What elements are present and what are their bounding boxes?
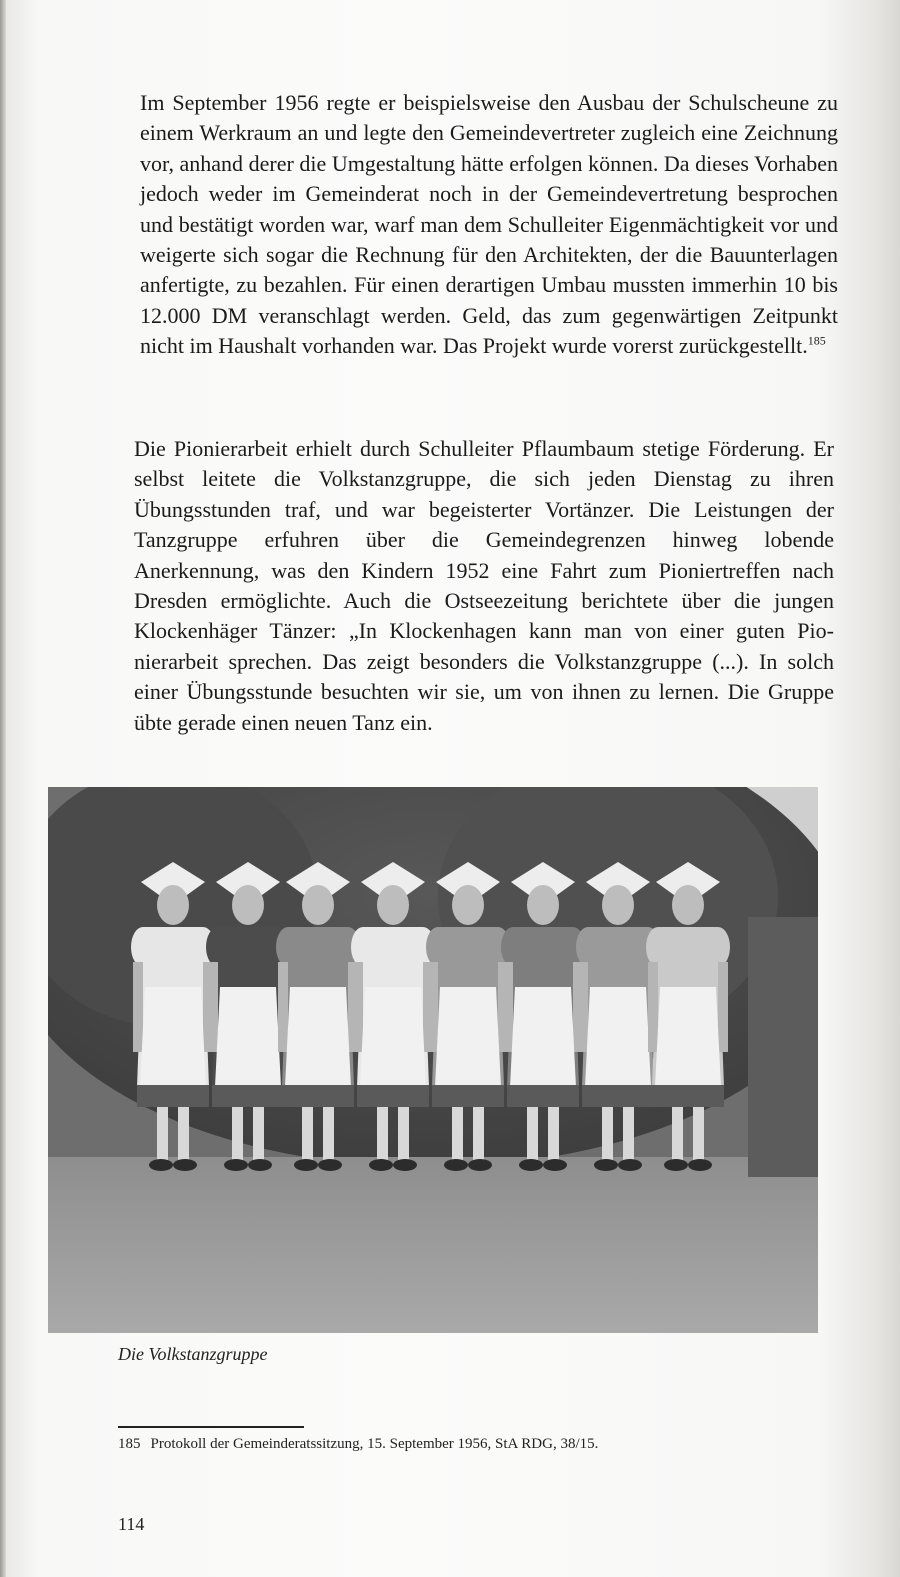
footnote-separator xyxy=(118,1426,304,1428)
paragraph-1-text: Im September 1956 regte er beispielsweise den Ausbau der Schulscheune zu einem Werkraum an und legte den Gemeindevertreter zugleich eine Zeichnung vor, anhand derer die Umgestaltung hätte erfolgen können. Da dieses Vorhaben jedoch weder im Gemeinderat noch in der Gemeindevertretung besprochen und bestätigt worden war, warf man dem Schulleiter Eigenmächtigkeit vor und weigerte sich sogar die Rechnung für den Architekten, der die Bauunterlagen anfertigte, zu bezahlen. Für einen derartigen Umbau mussten immerhin 10 bis 12.000 DM veranschlagt werden. Geld, das zum gegenwärtigen Zeitpunkt nicht im Haushalt vorhanden war. Das Projekt wurde vorerst zurückgestellt. xyxy=(140,90,838,359)
group-photo xyxy=(48,787,818,1333)
page-spine-shadow xyxy=(0,0,6,1577)
footnote-number: 185 xyxy=(118,1436,141,1452)
paragraph-2-text: Die Pionierarbeit erhielt durch Schulleiter Pflaumbaum stetige Förderung. Er selbst leitete die Volkstanzgruppe, die sich jeden Dienstag zu ihren Übungsstunden traf, und war begeisterter Vortänzer. Die Leistungen der Tanzgruppe erfuhren über die Gemeindegrenzen hinweg lobende Anerkennung, was den Kindern 1952 eine Fahrt zum Pioniertreffen nach Dresden ermöglichte. Auch die Ostseezeitung berichtete über die jungen Klockenhäger Tänzer: „In Klockenhagen kann man von einer guten Pionierarbeit sprechen. Das zeigt besonders die Volkstanzgruppe (...). In solch einer Übungsstunde besuchten wir sie, um von ihnen zu lernen. Die Gruppe übte gerade einen neuen Tanz ein. xyxy=(134,436,834,735)
footnote-text: Protokoll der Gemeinderatssitzung, 15. September 1956, StA RDG, 38/15. xyxy=(150,1436,599,1452)
footnote xyxy=(118,1436,598,1453)
photo-caption: Die Volkstanzgruppe xyxy=(118,1344,268,1364)
body-paragraph-2 xyxy=(134,434,834,738)
page-number: 114 xyxy=(118,1514,145,1534)
photo-illustration xyxy=(48,787,818,1333)
footnote-reference: 185 xyxy=(807,333,826,348)
body-paragraph-1 xyxy=(140,88,838,362)
